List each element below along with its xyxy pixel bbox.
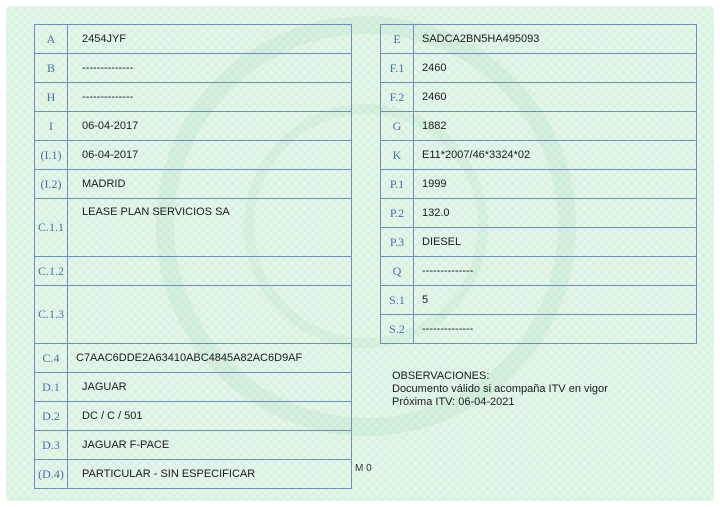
field-value: MADRID xyxy=(68,170,352,199)
field-row-b xyxy=(35,54,352,83)
field-value: DIESEL xyxy=(414,228,697,257)
field-code: C.4 xyxy=(35,344,68,373)
field-value xyxy=(68,257,352,286)
field-code: I xyxy=(35,112,68,141)
field-value: 06-04-2017 xyxy=(68,141,352,170)
field-code: K xyxy=(381,141,414,170)
field-value: 2460 xyxy=(414,83,697,112)
field-code: C.1.3 xyxy=(35,286,68,344)
field-value: DC / C / 501 xyxy=(68,402,352,431)
left-fields-table xyxy=(34,24,352,489)
field-code: D.3 xyxy=(35,431,68,460)
field-value: LEASE PLAN SERVICIOS SA xyxy=(68,199,352,257)
field-code: S.2 xyxy=(381,315,414,344)
field-value xyxy=(68,286,352,344)
field-row-c11 xyxy=(35,199,352,257)
field-value: 06-04-2017 xyxy=(68,112,352,141)
field-code: (I.2) xyxy=(35,170,68,199)
field-row-k xyxy=(381,141,697,170)
right-fields-table xyxy=(380,24,697,344)
field-row-s1 xyxy=(381,286,697,315)
mark-text: M 0 xyxy=(355,463,372,474)
field-value: 2460 xyxy=(414,54,697,83)
document-page xyxy=(6,6,714,501)
field-row-i xyxy=(35,112,352,141)
field-code: P.2 xyxy=(381,199,414,228)
field-code: Q xyxy=(381,257,414,286)
field-code: D.1 xyxy=(35,373,68,402)
field-code: B xyxy=(35,54,68,83)
field-value: 5 xyxy=(414,286,697,315)
observations-line: Próxima ITV: 06-04-2021 xyxy=(392,396,515,408)
observations-line: Documento válido si acompaña ITV en vigor xyxy=(392,383,608,395)
field-row-d2 xyxy=(35,402,352,431)
field-row-c4 xyxy=(35,344,352,373)
field-code: C.1.1 xyxy=(35,199,68,257)
field-row-d1 xyxy=(35,373,352,402)
field-row-q xyxy=(381,257,697,286)
field-code: G xyxy=(381,112,414,141)
field-code: H xyxy=(35,83,68,112)
field-code: F.1 xyxy=(381,54,414,83)
field-code: (D.4) xyxy=(35,460,68,489)
field-row-f2 xyxy=(381,83,697,112)
field-row-f1 xyxy=(381,54,697,83)
field-row-e xyxy=(381,25,697,54)
field-row-s2 xyxy=(381,315,697,344)
field-row-h xyxy=(35,83,352,112)
field-row-c13 xyxy=(35,286,352,344)
field-row-p3 xyxy=(381,228,697,257)
field-code: C.1.2 xyxy=(35,257,68,286)
field-value: -------------- xyxy=(68,83,352,112)
field-row-p1 xyxy=(381,170,697,199)
field-value: JAGUAR xyxy=(68,373,352,402)
field-code: P.1 xyxy=(381,170,414,199)
field-code: D.2 xyxy=(35,402,68,431)
field-value: 1882 xyxy=(414,112,697,141)
field-value: -------------- xyxy=(414,257,697,286)
field-value: SADCA2BN5HA495093 xyxy=(414,25,697,54)
field-row-p2 xyxy=(381,199,697,228)
field-row-a xyxy=(35,25,352,54)
field-value: -------------- xyxy=(68,54,352,83)
field-code: P.3 xyxy=(381,228,414,257)
field-value: 1999 xyxy=(414,170,697,199)
field-code: A xyxy=(35,25,68,54)
field-row-d4 xyxy=(35,460,352,489)
observations-heading: OBSERVACIONES: xyxy=(392,370,490,382)
field-code: (I.1) xyxy=(35,141,68,170)
field-row-c12 xyxy=(35,257,352,286)
field-value: C7AAC6DDE2A63410ABC4845A82AC6D9AF xyxy=(68,344,352,373)
field-row-i2 xyxy=(35,170,352,199)
field-value: JAGUAR F-PACE xyxy=(68,431,352,460)
field-value: 2454JYF xyxy=(68,25,352,54)
field-code: F.2 xyxy=(381,83,414,112)
field-code: S.1 xyxy=(381,286,414,315)
field-row-i1 xyxy=(35,141,352,170)
field-value: 132.0 xyxy=(414,199,697,228)
field-value: PARTICULAR - SIN ESPECIFICAR xyxy=(68,460,352,489)
field-value: E11*2007/46*3324*02 xyxy=(414,141,697,170)
field-value: -------------- xyxy=(414,315,697,344)
field-row-g xyxy=(381,112,697,141)
field-row-d3 xyxy=(35,431,352,460)
field-code: E xyxy=(381,25,414,54)
observations-block xyxy=(392,370,608,409)
